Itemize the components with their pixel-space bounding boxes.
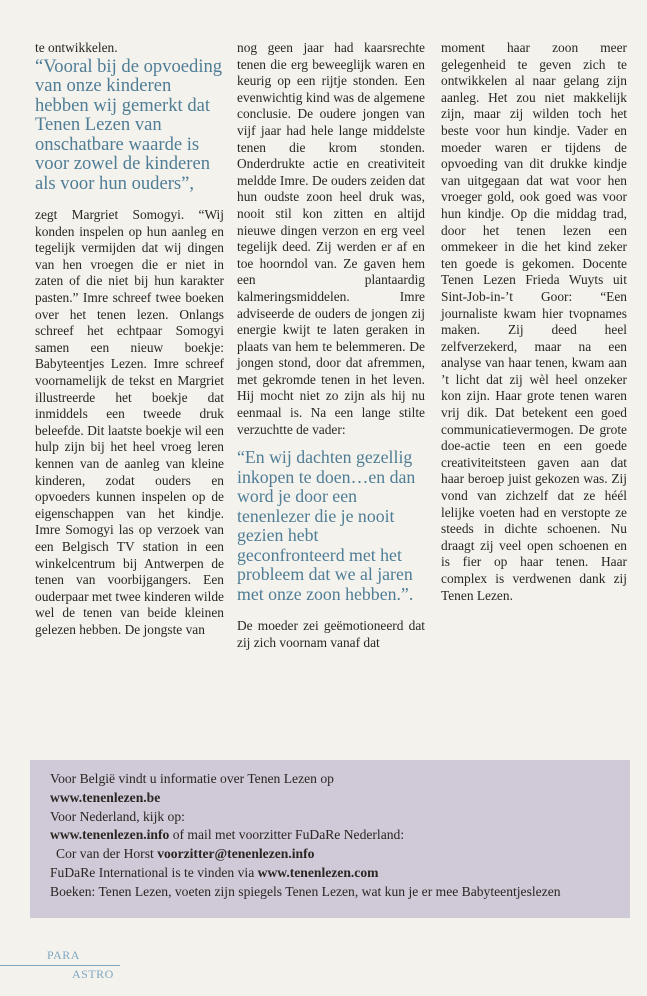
info-international-text: FuDaRe International is te vinden via	[50, 864, 258, 880]
footer-section-bottom: ASTRO	[72, 967, 114, 981]
netherlands-link[interactable]: www.tenenlezen.info	[50, 827, 170, 843]
column-2-body: nog geen jaar had kaarsrechte tenen die erg beweeglijk waren en keurig op een rijtje stonden. Een evenwichtig kind was de algemene conclusie. De oudere jongen van vijf jaar had hele lange middelste tenen die krom stonden. Onderdrukte actie en creativiteit meldde Imre. De ouders zeiden dat hun oudste zoon heel druk was, nooit stil kon zitten en altijd nieuwe dingen verzon en erg veel tegelijk deed. Zij werden er af en toe hoorndol van. Ze gaven hem een plantaardig kalmeringsmiddelen. Imre adviseerde de ouders de jongen zij energie kwijt te laten geraken in plaats van hem te belemmeren. De jongen stond, door dat afremmen, met gekromde tenen in het leven. Hij mocht niet zo zijn als hij nu eenmaal is. Na een lange stilte verzuchtte de vader:	[237, 40, 425, 437]
column-1-body: zegt Margriet Somogyi. “Wij konden inspelen op hun aanleg en tegelijk vermijden dat wij dingen van hen vroegen die er niet in zaten of die niet bij hun karakter pasten.” Imre schreef twee boeken over het tenen lezen. Onlangs schreef het echtpaar Somogyi samen een nieuw boekje: Babyteentjes Lezen. Imre schreef voornamelijk de tekst en Margriet illustreerde het boekje dat inmiddels een tweede druk beleefde. Dit laatste boekje wil een hulp zijn bij het heel vroeg leren kennen van de aanleg van kleine kinderen, zodat ouders en opvoeders kunnen inspelen op de eigenschappen van het kindje. Imre Somogyi las op verzoek van een Belgisch TV station in een winkelcentrum bij Antwerpen de tenen van voorbijgangers. Een ouderpaar met twee kinderen wilde wel de tenen van beide kleinen gelezen hebben. De jongste van	[35, 207, 224, 637]
column-1-intro: te ontwikkelen.	[35, 40, 118, 55]
info-netherlands-mail-text: of mail met voorzitter FuDaRe Nederland:	[169, 827, 405, 843]
info-netherlands-text: Voor Nederland, kijk op:	[50, 808, 185, 824]
contact-name: Cor van der Horst	[56, 846, 158, 862]
footer-rule	[0, 965, 120, 966]
article-column-2	[237, 40, 425, 651]
column-2-closing: De moeder zei geëmotioneerd dat zij zich voornam vanaf dat	[237, 618, 425, 650]
article-column-1	[35, 40, 224, 639]
pull-quote-2: “En wij dachten gezellig inkopen te doen…en dan word je door een tenenlezer die je nooit gezien hebt geconfronteerd met het probleem dat we al jaren met onze zoon hebben.”.	[237, 447, 416, 604]
info-belgium-text: Voor België vindt u informatie over Tenen Lezen op	[50, 771, 334, 786]
pull-quote-1: “Vooral bij de opvoeding van onze kinderen hebben wij gemerkt dat Tenen Lezen van onschatbare waarde is voor zowel de kinderen als voor hun ouders”,	[35, 55, 223, 194]
contact-email-link[interactable]: voorzitter@tenenlezen.info	[157, 846, 315, 862]
footer-section-top: PARA	[47, 948, 80, 962]
info-books-text: Boeken: Tenen Lezen, voeten zijn spiegels Tenen Lezen, wat kun je er mee Babyteentjeslezen	[50, 883, 561, 899]
international-link[interactable]: www.tenenlezen.com	[257, 864, 379, 880]
column-3-body: moment haar zoon meer gelegenheid te geven zich te ontwikkelen al naar gelang zijn aanleg. Het zou niet makkelijk zijn, maar zij wilden toch het beste voor hun kindje. Vader en moeder waren er tijdens de opvoeding van dit drukke kindje van uitgegaan dat wat voor hen vroeger gold, ook goed was voor hun kindje. Op die middag trad, door het tenen lezen een ommekeer in die het kind zeker ten goede is gekomen. Docente Tenen Lezen Frieda Wuyts uit Sint-Job-in-’t Goor: “Een journaliste kwam hier tvopnames maken. Zij deed heel zelfverzekerd, maar na een analyse van haar tenen, kwam aan ’t licht dat zij wèl heel onzeker kon zijn. Haar grote tenen waren vrij dik. Dat betekent een goed communicatievermogen. De grote doe-actie teen en een goede creativiteitsteen gaven aan dat haar beroep juist gekozen was. Zij vond van zichzelf dat ze héél lelijke voeten had en verstopte ze steeds in dichte schoenen. Nu draagt zij veel open schoenen en is fier op haar tenen. Haar complex is verdwenen dank zij Tenen Lezen.	[441, 40, 627, 603]
belgium-link[interactable]: www.tenenlezen.be	[50, 789, 161, 805]
info-box	[30, 760, 630, 918]
article-column-3	[441, 40, 627, 604]
page-footer	[0, 948, 647, 996]
